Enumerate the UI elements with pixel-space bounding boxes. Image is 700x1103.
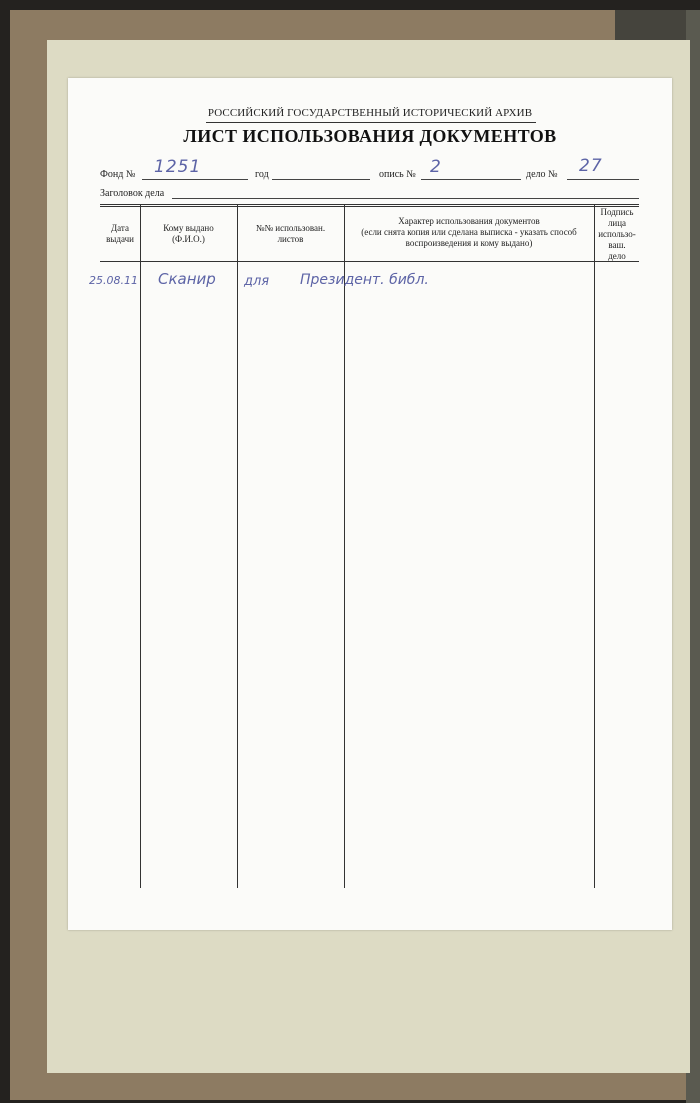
column-divider-3 [344, 205, 345, 888]
table-top-border-inner [100, 206, 639, 207]
column-divider-1 [140, 205, 141, 888]
table-top-border [100, 204, 639, 205]
archive-underline [206, 122, 536, 123]
document-title: ЛИСТ ИСПОЛЬЗОВАНИЯ ДОКУМЕНТОВ [183, 126, 557, 146]
column-divider-2 [237, 205, 238, 888]
delo-line [567, 179, 639, 180]
year-label: год [255, 169, 269, 180]
opis-value: 2 [430, 157, 441, 177]
column-divider-4 [594, 205, 595, 888]
archive-name: РОССИЙСКИЙ ГОСУДАРСТВЕННЫЙ ИСТОРИЧЕСКИЙ АРХИВ [207, 107, 533, 119]
column-header-usage: Характер использования документов (если снята копия или сделана выписка - указать способ воспроизведения и кому выдано) [361, 216, 577, 248]
heading-line [172, 198, 639, 199]
column-header-issued-to: Кому выдано (Ф.И.О.) [163, 223, 214, 244]
delo-label: дело № [526, 169, 558, 180]
entry-date: 25.08.11 [89, 274, 138, 287]
fond-label: Фонд № [100, 169, 136, 180]
column-header-signature: Подпись лица использо- ваш. дело [598, 207, 636, 261]
year-line [272, 179, 370, 180]
usage-sheet [68, 78, 672, 930]
fond-value: 1251 [154, 157, 202, 177]
entry-sheets: для [244, 274, 270, 289]
heading-label: Заголовок дела [100, 188, 165, 199]
opis-label: опись № [379, 169, 416, 180]
delo-value: 27 [579, 156, 603, 176]
entry-usage: Президент. библ. [300, 272, 429, 288]
column-header-date: Дата выдачи [106, 223, 134, 244]
column-header-sheets: №№ использован. листов [255, 223, 326, 244]
opis-line [421, 179, 521, 180]
table-header-border [100, 261, 639, 262]
entry-issued-to: Сканир [158, 270, 216, 288]
fond-line [142, 179, 248, 180]
